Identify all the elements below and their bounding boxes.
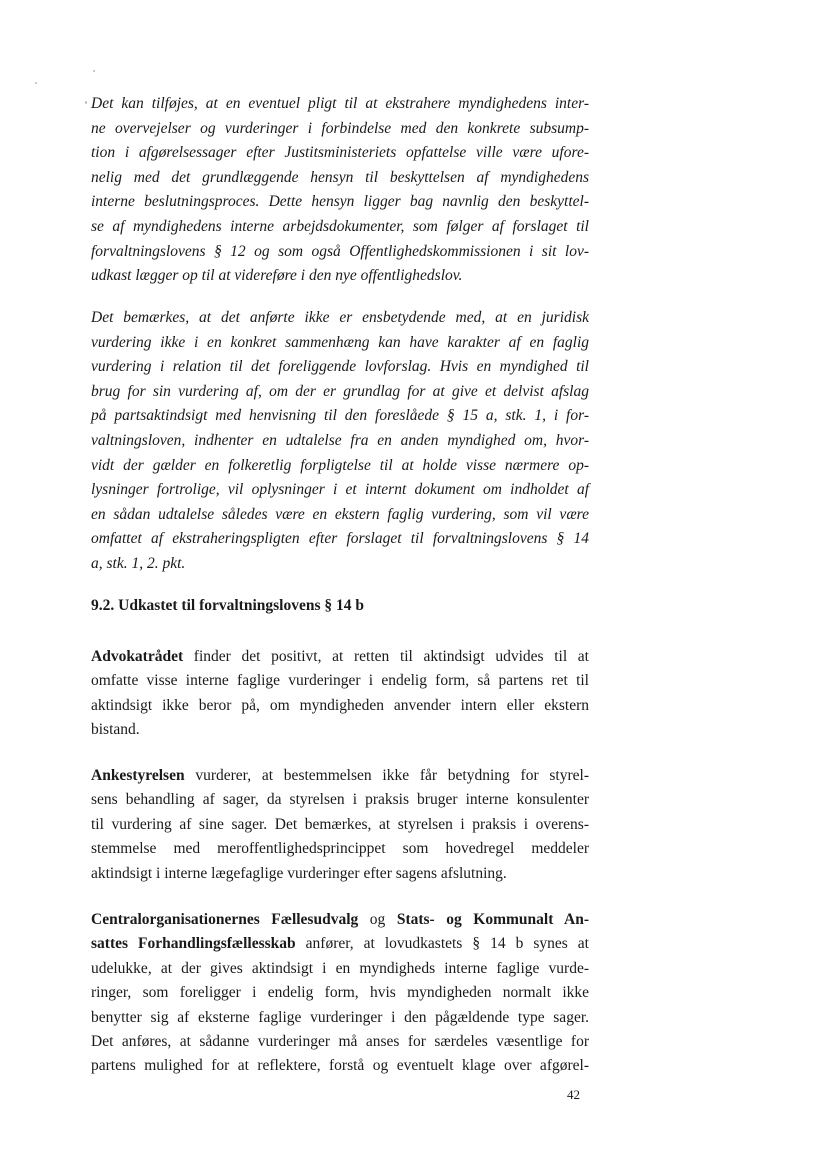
organization-name: Advokatrådet [91,648,184,665]
text-line: Det anføres, at sådanne vurderinger må anses for særdeles væsentlige for [91,1032,589,1050]
text-line: tion i afgørelsessager efter Justitsministeriets opfattelse ville være ufore- [91,144,589,162]
text-line: ne overvejelser og vurderinger i forbindelse med den konkrete subsump- [91,119,589,137]
text-segment: anfører, at lovudkastets § 14 b synes at [295,935,589,953]
text-line: se af myndighedens interne arbejdsdokumenter, som følger af forslaget til [91,217,589,235]
text-line: lysninger fortrolige, vil oplysninger i et internt dokument om indholdet af [91,481,589,499]
text-line: Det kan tilføjes, at en eventuel pligt til at ekstrahere myndighedens inter- [91,95,589,112]
text-line: på partsaktindsigt med henvisning til den foreslåede § 15 a, stk. 1, i for- [91,407,589,425]
text-line: til vurdering af sine sager. Det bemærkes, at styrelsen i praksis i overens- [91,815,589,833]
text-line: valtningsloven, indhenter en udtalelse fra en anden myndighed om, hvor- [91,431,589,449]
text-line: forvaltningslovens § 12 og som også Offentlighedskommissionen i sit lov- [91,242,589,260]
section-heading: 9.2. Udkastet til forvaltningslovens § 14 b [91,597,364,614]
paragraph-tilfoejes [91,92,589,289]
text-line: aktindsigt i interne lægefaglige vurderinger efter sagens afslutning. [91,864,507,882]
text-line: nelig med det grundlæggende hensyn til beskyttelsen af myndighedens [91,168,589,186]
text-line: aktindsigt ikke beror på, om myndigheden anvender intern eller ekstern [91,696,589,714]
scan-speck [93,70,95,72]
organization-name: Ankestyrelsen [91,767,185,784]
scan-speck [85,101,87,104]
text-line: ringer, som foreligger i endelig form, hvis myndigheden normalt ikke [91,984,589,1002]
text-line: brug for sin vurdering af, om der er grundlag for at give et delvist afslag [91,382,589,400]
text-line [91,764,589,788]
scan-speck [35,82,37,84]
text-segment: finder det positivt, at retten til aktindsigt udvides til at [183,648,589,665]
text-segment: vurderer, at bestemmelsen ikke får betydning for styrel- [184,767,589,784]
organization-name: sattes Forhandlingsfællesskab [91,935,296,953]
text-line: udkast lægger op til at videreføre i den nye offentlighedslov. [91,267,463,285]
paragraph-ankestyrelsen [91,764,589,886]
paragraph-bemaerkes [91,306,589,577]
text-line: omfattet af ekstraheringspligten efter forslaget til forvaltningslovens § 14 [91,530,589,548]
text-line: vurdering ikke i en konkret sammenhæng kan have karakter af en faglig [91,333,589,351]
text-segment: og [358,911,397,928]
text-line: sens behandling af sager, da styrelsen i praksis bruger interne konsulenter [91,791,589,809]
paragraph-advokatraadet [91,645,589,743]
text-line: udelukke, at der gives aktindsigt i en myndigheds interne faglige vurde- [91,959,589,977]
organization-name: Stats- og Kommunalt An- [396,911,589,928]
text-line: interne beslutningsproces. Dette hensyn ligger bag navnlig den beskyttel- [91,193,589,211]
text-line [91,932,589,956]
text-line: vidt der gælder en folkeretlig forpligtelse til at holde visse nærmere op- [91,456,589,474]
text-line: partens mulighed for at reflektere, forstå og eventuelt klage over afgørel- [91,1057,589,1075]
organization-name: Centralorganisationernes Fællesudvalg [91,911,359,928]
paragraph-centralorganisationerne [91,908,589,1079]
text-line [91,645,589,669]
text-line: benytter sig af eksterne faglige vurderinger i den pågældende type sager. [91,1008,589,1026]
text-line: bistand. [91,721,140,739]
text-line: vurdering i relation til det foreliggende lovforslag. Hvis en myndighed til [91,358,589,376]
text-line: Det bemærkes, at det anførte ikke er ensbetydende med, at en juridisk [91,309,589,326]
text-line: omfatte visse interne faglige vurderinger i endelig form, så partens ret til [91,672,589,690]
text-line: en sådan udtalelse således være en ekstern faglig vurdering, som vil være [91,505,589,523]
text-line [91,908,589,932]
text-line: stemmelse med meroffentlighedsprincippet som hovedregel meddeler [91,840,589,858]
page-number: 42 [567,1087,580,1102]
text-line: a, stk. 1, 2. pkt. [91,554,186,572]
